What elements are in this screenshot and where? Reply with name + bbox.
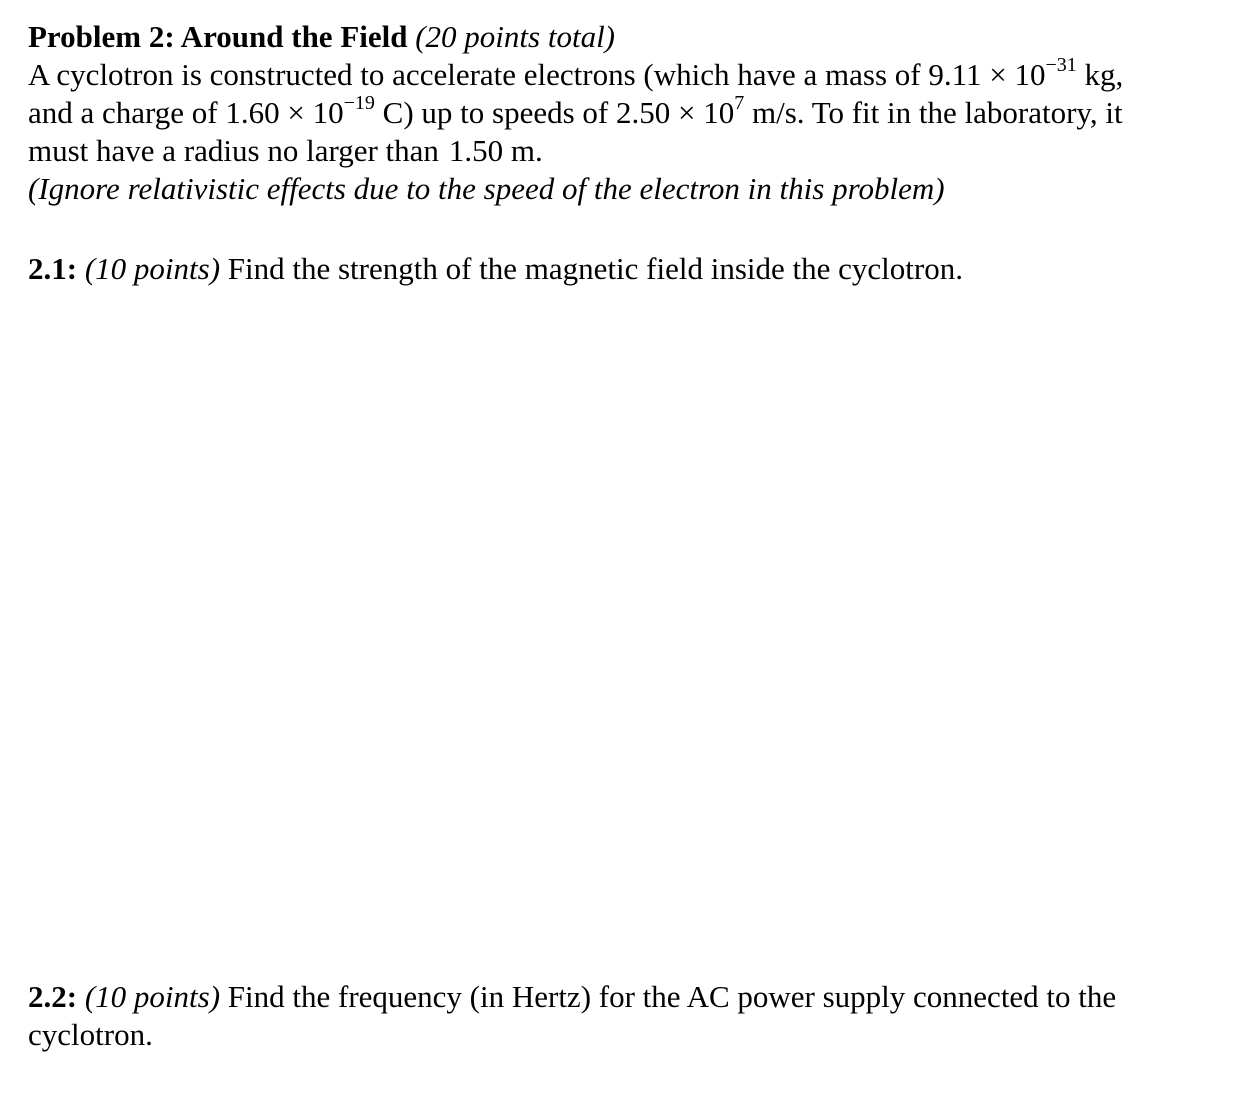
electron-speed-exponent: 7 [734, 91, 745, 114]
question-2-2-line [28, 978, 1208, 1054]
radius-value: 1.50 m. [448, 133, 543, 168]
problem-note-line [28, 170, 1223, 208]
problem-title: Problem 2: Around the Field [28, 19, 408, 54]
problem-line-3-text: must have a radius no larger than [28, 133, 439, 168]
question-2-2-text: Find the frequency (in Hertz) for the AC power supply connected to the cyclotron. [28, 979, 1117, 1052]
problem-points-total: (20 points total) [415, 19, 616, 54]
answer-space [28, 300, 1208, 960]
question-2-1-label: 2.1: [28, 251, 78, 286]
problem-heading [28, 18, 1223, 56]
problem-line-3 [28, 132, 1223, 170]
question-2-1 [28, 250, 1223, 288]
electron-mass-unit: kg, [1084, 57, 1124, 92]
electron-charge-exponent: −19 [343, 91, 375, 114]
problem-line-1 [28, 53, 1223, 94]
speed-unit-and-lab-text: m/s. To fit in the laboratory, it [751, 95, 1123, 130]
problem-line-2-text: and a charge of [28, 95, 218, 130]
electron-mass-mantissa: 9.11 × 10 [928, 57, 1046, 92]
problem-line-2 [28, 91, 1223, 132]
problem-line-1-text: A cyclotron is constructed to accelerate electrons (which have a mass of [28, 57, 921, 92]
question-2-1-points: (10 points) [84, 251, 221, 286]
charge-unit-and-speed-text: C) up to speeds of [382, 95, 609, 130]
electron-charge-mantissa: 1.60 × 10 [225, 95, 344, 130]
question-2-2-label: 2.2: [28, 979, 78, 1014]
question-2-1-text: Find the strength of the magnetic field inside the cyclotron. [227, 251, 963, 286]
electron-mass-exponent: −31 [1045, 53, 1077, 76]
question-2-1-line [28, 250, 1223, 288]
problem-statement [28, 18, 1223, 208]
electron-speed-mantissa: 2.50 × 10 [616, 95, 735, 130]
question-2-2 [28, 978, 1208, 1054]
question-2-2-points: (10 points) [84, 979, 221, 1014]
problem-note: (Ignore relativistic effects due to the speed of the electron in this problem) [28, 171, 945, 206]
